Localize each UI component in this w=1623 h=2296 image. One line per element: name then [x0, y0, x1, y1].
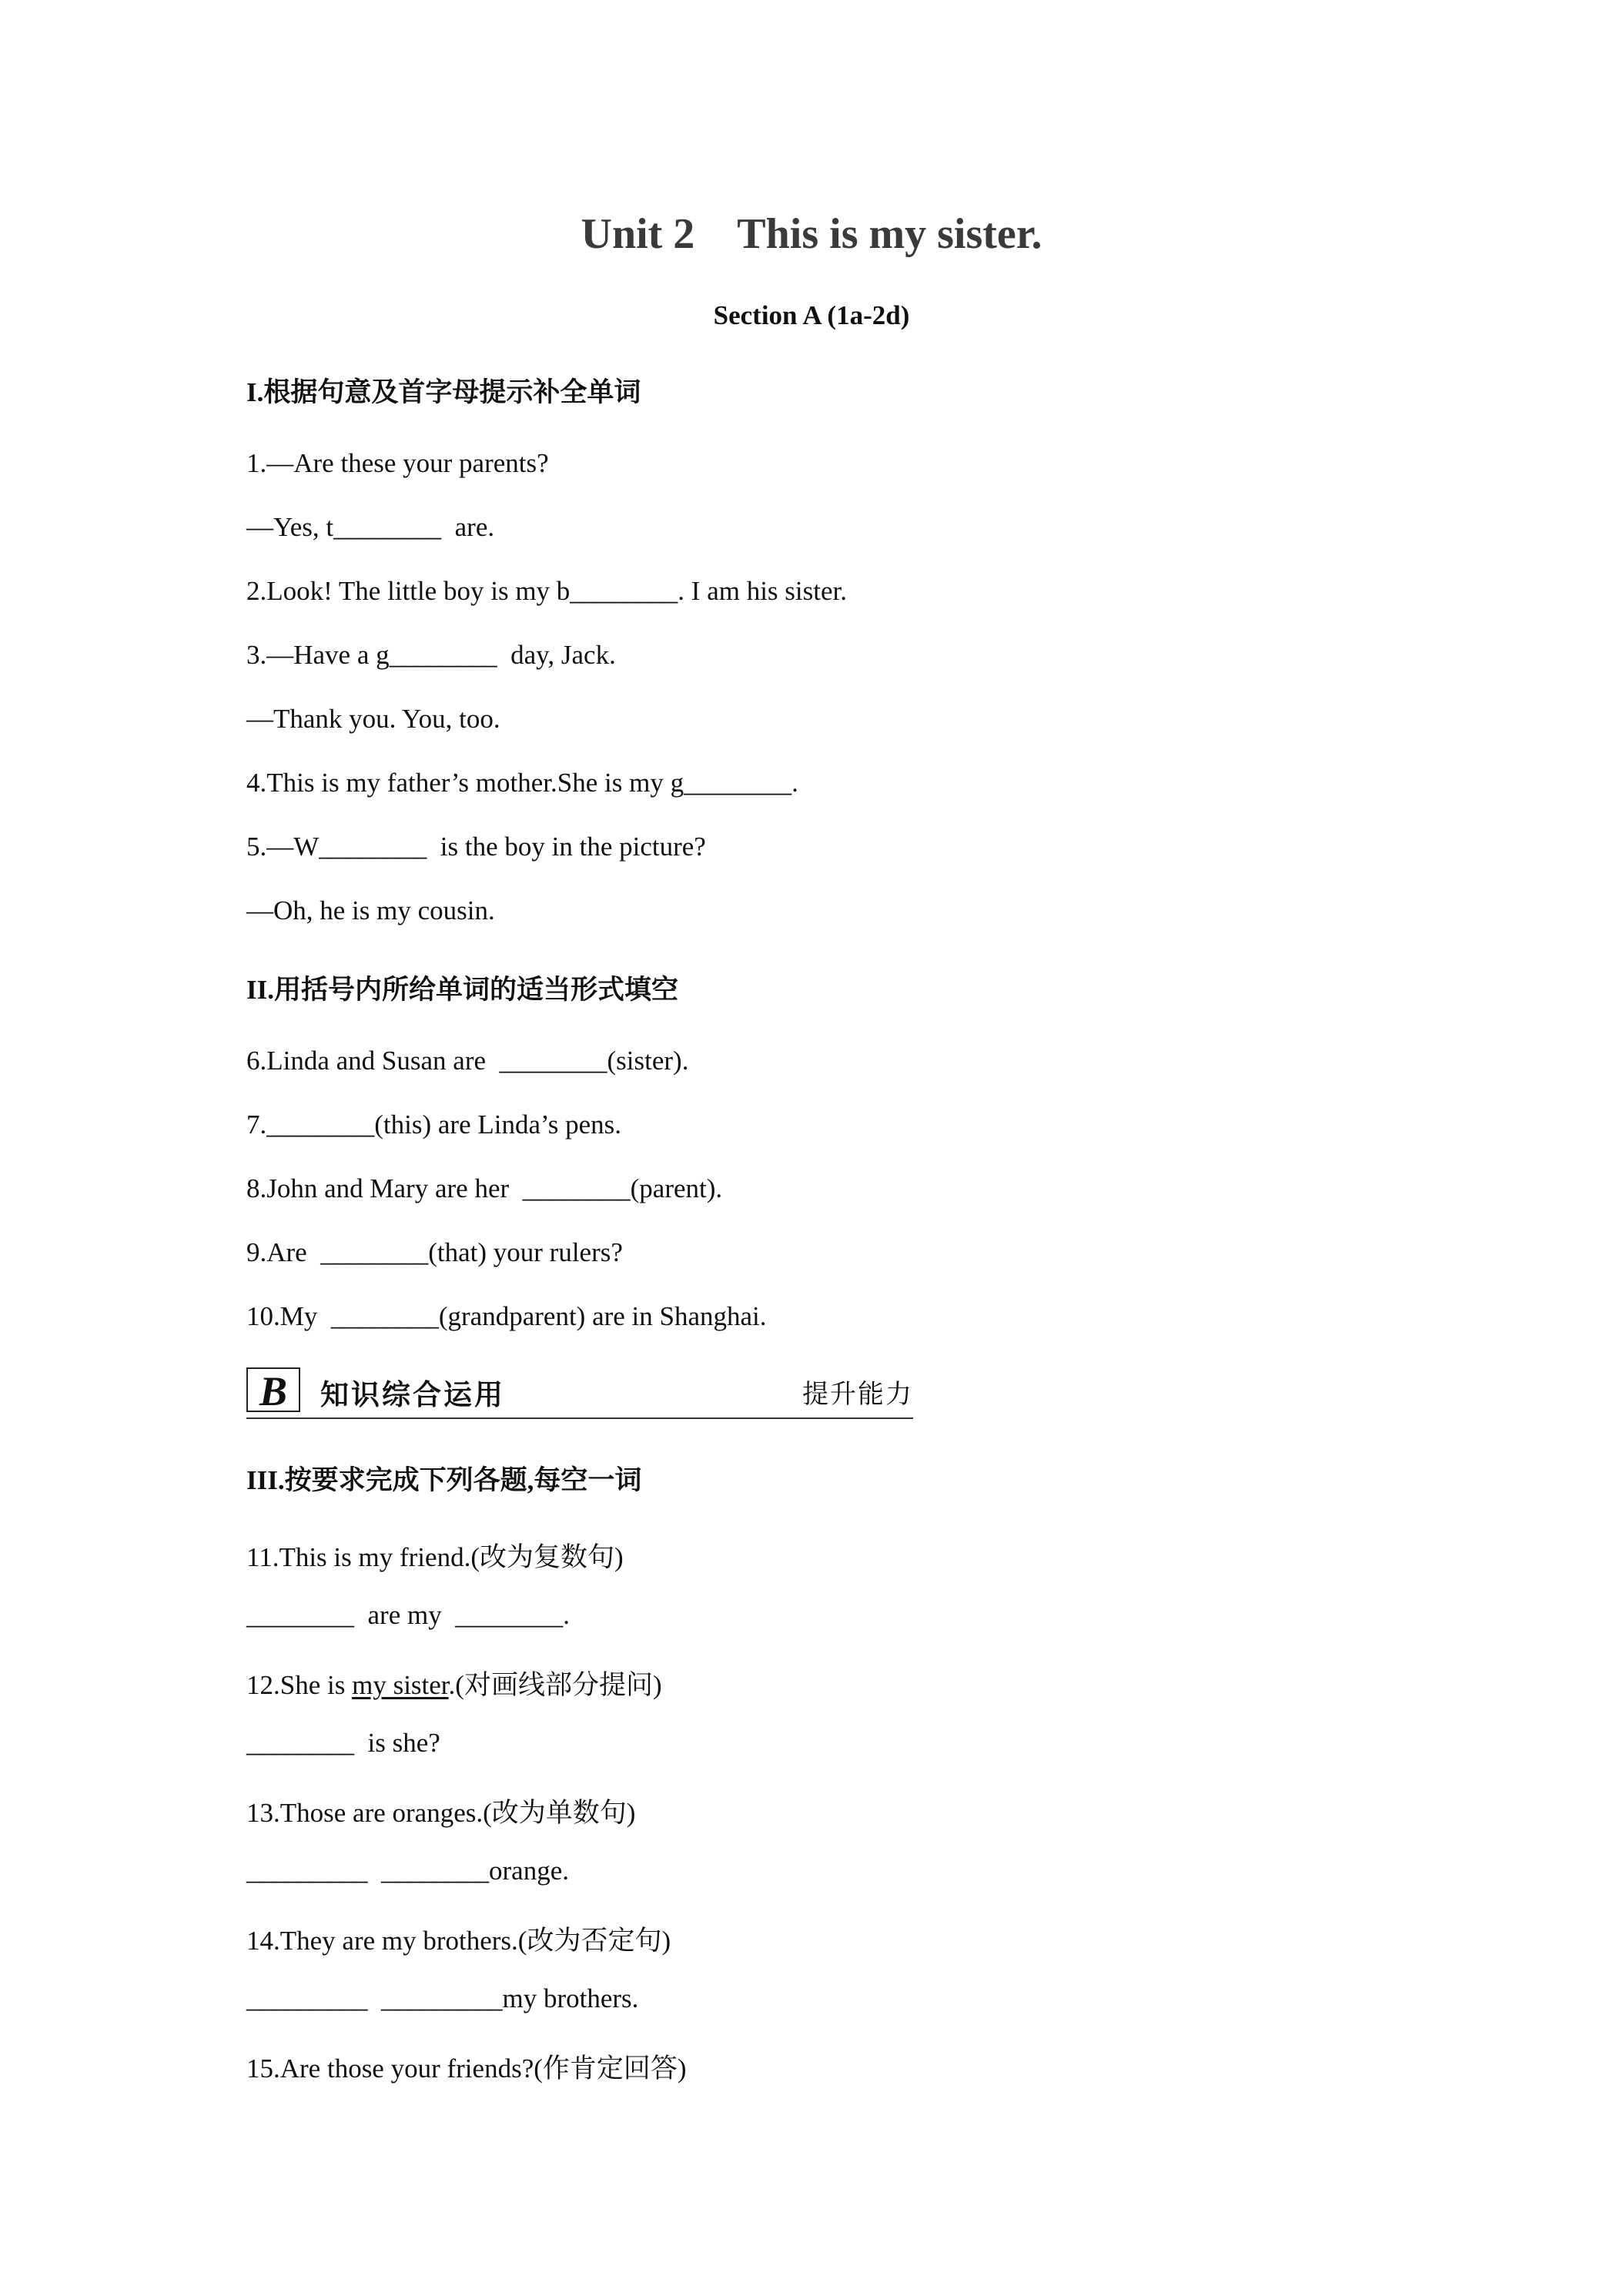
question-line: 3.—Have a g________ day, Jack.	[246, 640, 616, 670]
question-line: 10.My ________(grandparent) are in Shanghai.	[246, 1301, 767, 1331]
question-line: —Thank you. You, too.	[246, 704, 500, 734]
question-line: —Oh, he is my cousin.	[246, 895, 495, 925]
answer-line: ________ are my ________.	[246, 1600, 570, 1630]
section-3-heading: III.按要求完成下列各题,每空一词	[246, 1465, 642, 1495]
question-line: 4.This is my father’s mother.She is my g________.	[246, 768, 798, 798]
svg-text:B: B	[259, 1368, 288, 1413]
question-line	[246, 1664, 662, 1702]
answer-line: ________ is she?	[246, 1728, 440, 1758]
question-line: 11.This is my friend.(改为复数句)	[246, 1542, 624, 1572]
question-line: 7.________(this) are Linda’s pens.	[246, 1110, 621, 1140]
section-subtitle: Section A (1a-2d)	[713, 300, 910, 330]
question-line: 6.Linda and Susan are ________(sister).	[246, 1046, 689, 1076]
answer-line: _________ _________my brothers.	[246, 1983, 639, 2013]
page-title: Unit 2 This is my sister.	[581, 210, 1042, 258]
section-1-heading: I.根据句意及首字母提示补全单词	[246, 377, 641, 407]
question-line: 1.—Are these your parents?	[246, 448, 549, 478]
question-line: 5.—W________ is the boy in the picture?	[246, 832, 706, 862]
question-line: 13.Those are oranges.(改为单数句)	[246, 1798, 636, 1828]
question-line: —Yes, t________ are.	[246, 512, 495, 542]
knowledge-banner	[246, 1367, 913, 1413]
question-text: 12.She is	[246, 1670, 353, 1700]
section-2-heading: II.用括号内所给单词的适当形式填空	[246, 975, 678, 1005]
banner-subtitle: 提升能力	[802, 1379, 913, 1410]
b-logo-icon	[246, 1367, 300, 1413]
banner-title: 知识综合运用	[320, 1378, 505, 1411]
banner-divider	[246, 1417, 913, 1419]
question-line: 2.Look! The little boy is my b________. I am his sister.	[246, 576, 847, 606]
question-line: 8.John and Mary are her ________(parent).	[246, 1173, 723, 1203]
question-line: 9.Are ________(that) your rulers?	[246, 1237, 623, 1267]
question-line: 14.They are my brothers.(改为否定句)	[246, 1926, 671, 1956]
question-line: 15.Are those your friends?(作肯定回答)	[246, 2053, 687, 2083]
answer-line: _________ ________orange.	[246, 1856, 569, 1886]
underlined-phrase: my sister	[352, 1670, 449, 1700]
question-instruction: .(对画线部分提问)	[448, 1670, 662, 1700]
